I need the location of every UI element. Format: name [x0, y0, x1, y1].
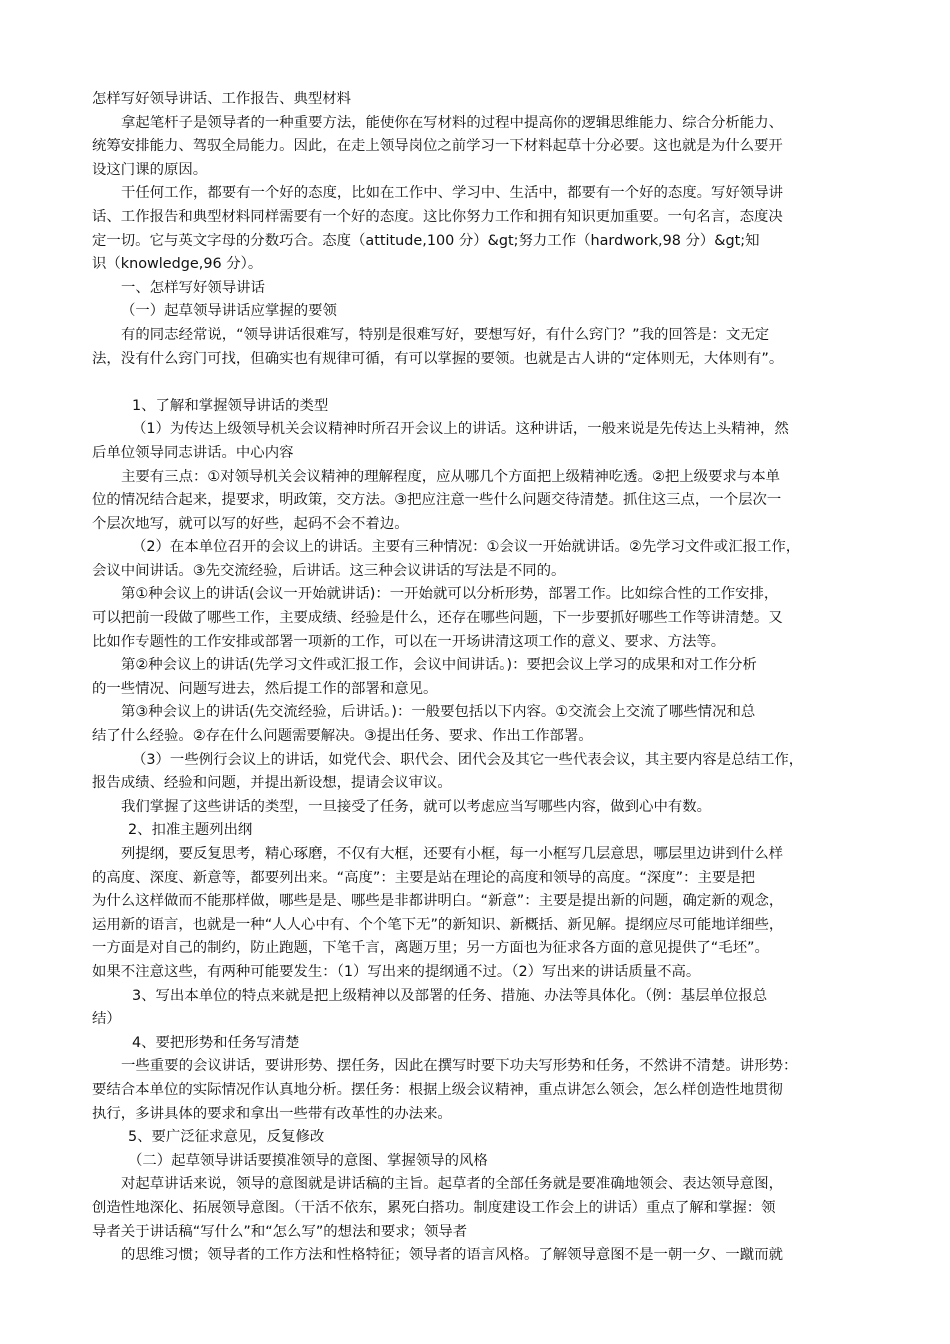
- paragraph-line: 一方面是对自己的制约，防止跑题，下笔千言，离题万里；另一方面也为征求各方面的意见提供了“毛坯”。: [92, 940, 769, 957]
- paragraph-line: （3）一些例行会议上的讲话，如党代会、职代会、团代会及其它一些代表会议，其主要内容是总结工作，: [132, 751, 804, 768]
- paragraph-line: 主要有三点：①对领导机关会议精神的理解程度，应从哪几个方面把上级精神吃透。②把上级要求与本单: [121, 468, 780, 485]
- paragraph-line: 话、工作报告和典型材料同样需要有一个好的态度。这比你努力工作和拥有知识更加重要。一句名言，态度决: [92, 208, 783, 225]
- paragraph-line: 创造性地深化、拓展领导意图。（干活不依东，累死白搭功。制度建设工作会上的讲话）重点了解和掌握：领: [92, 1199, 776, 1216]
- paragraph-line: 结了什么经验。②存在什么问题需要解决。③提出任务、要求、作出工作部署。: [92, 728, 593, 745]
- paragraph-line: 个层次地写，就可以写的好些，起码不会不着边。: [92, 515, 409, 532]
- paragraph-line: 第③种会议上的讲话(先交流经验，后讲话。)：一般要包括以下内容。①交流会上交流了哪些情况和总: [121, 704, 756, 721]
- paragraph-line: 执行，多讲具体的要求和拿出一些带有改革性的办法来。: [92, 1105, 452, 1122]
- paragraph-line: 的思维习惯；领导者的工作方法和性格特征；领导者的语言风格。了解领导意图不是一朝一夕、一蹴而就: [121, 1247, 783, 1264]
- item-heading: 3、写出本单位的特点来就是把上级精神以及部署的任务、措施、办法等具体化。（例：基层单位报总: [132, 987, 768, 1004]
- paragraph-line: 后单位领导同志讲话。中心内容: [92, 444, 294, 461]
- paragraph-line: 识（knowledge,96 分）。: [92, 256, 263, 273]
- paragraph-line: 第②种会议上的讲话(先学习文件或汇报工作，会议中间讲话。)：要把会议上学习的成果和对工作分析: [121, 657, 757, 674]
- paragraph-line: 一些重要的会议讲话，要讲形势、摆任务，因此在撰写时要下功夫写形势和任务，不然讲不清楚。讲形势：: [121, 1058, 798, 1075]
- blank-line: [92, 371, 862, 395]
- paragraph-line: 运用新的语言，也就是一种“人人心中有、个个笔下无”的新知识、新概括、新见解。提纲应尽可能地详细些，: [92, 916, 784, 933]
- paragraph-line: 结）: [92, 1011, 121, 1028]
- paragraph-line: 的一些情况、问题写进去，然后提工作的部署和意见。: [92, 680, 438, 697]
- paragraph-line: 为什么这样做而不能那样做，哪些是是、哪些是非都讲明白。“新意”：主要是提出新的问题，确定新的观念，: [92, 893, 784, 910]
- item-heading: 2、扣准主题列出纲: [128, 822, 253, 839]
- paragraph-line: 导者关于讲话稿“写什么”和“怎么写”的想法和要求；领导者: [92, 1223, 468, 1240]
- paragraph-line: 第①种会议上的讲话(会议一开始就讲话)：一开始就可以分析形势，部署工作。比如综合性的工作安排，: [121, 586, 779, 603]
- item-heading: 5、要广泛征求意见，反复修改: [128, 1129, 325, 1146]
- paragraph-line: 位的情况结合起来，提要求，明政策，交方法。③把应注意一些什么问题交待清楚。抓住这三点，一个层次一: [92, 492, 782, 509]
- paragraph-line: 干任何工作，都要有一个好的态度，比如在工作中、学习中、生活中，都要有一个好的态度。写好领导讲: [121, 185, 783, 202]
- paragraph-line: （1）为传达上级领导机关会议精神时所召开会议上的讲话。这种讲话，一般来说是先传达上头精神，然: [132, 421, 789, 438]
- paragraph-line: 可以把前一段做了哪些工作，主要成绩、经验是什么，还存在哪些问题，下一步要抓好哪些工作等讲清楚。又: [92, 610, 783, 627]
- item-heading: 4、要把形势和任务写清楚: [132, 1034, 300, 1051]
- paragraph-line: 会议中间讲话。③先交流经验，后讲话。这三种会议讲话的写法是不同的。: [92, 562, 566, 579]
- paragraph-line: （2）在本单位召开的会议上的讲话。主要有三种情况：①会议一开始就讲话。②先学习文件或汇报工作，: [132, 539, 801, 556]
- paragraph-line: 对起草讲话来说，领导的意图就是讲话稿的主旨。起草者的全部任务就是要准确地领会、表达领导意图，: [121, 1176, 783, 1193]
- paragraph-line: 我们掌握了这些讲话的类型，一旦接受了任务，就可以考虑应当写哪些内容，做到心中有数。: [121, 798, 712, 815]
- paragraph-line: 如果不注意这些，有两种可能要发生：（1）写出来的提纲通不过。（2）写出来的讲话质量不高。: [92, 963, 701, 980]
- paragraph-line: 法，没有什么窍门可找，但确实也有规律可循，有可以掌握的要领。也就是古人讲的“定体则无，大体则有”。: [92, 350, 784, 367]
- paragraph-line: 的高度、深度、新意等，都要列出来。“高度”：主要是站在理论的高度和领导的高度。“深度”：主要是把: [92, 869, 756, 886]
- item-heading: 1、了解和掌握领导讲话的类型: [132, 397, 329, 414]
- subsection-heading: （一）起草领导讲话应掌握的要领: [121, 303, 337, 320]
- paragraph-line: 定一切。它与英文字母的分数巧合。态度（attitude,100 分）&gt;努力工作（hardwork,98 分）&gt;知: [92, 232, 760, 249]
- paragraph-line: 报告成绩、经验和问题，并提出新设想，提请会议审议。: [92, 775, 452, 792]
- paragraph-line: 拿起笔杆子是领导者的一种重要方法，能使你在写材料的过程中提高你的逻辑思维能力、综合分析能力、: [121, 114, 783, 131]
- paragraph-line: 设这门课的原因。: [92, 161, 208, 178]
- paragraph-line: 列提纲，要反复思考，精心琢磨，不仅有大框，还要有小框，每一小框写几层意思，哪层里边讲到什么样: [121, 846, 783, 862]
- section-heading: 一、怎样写好领导讲话: [121, 279, 265, 296]
- document-title: 怎样写好领导讲话、工作报告、典型材料: [92, 91, 352, 107]
- paragraph-line: 统筹安排能力、驾驭全局能力。因此，在走上领导岗位之前学习一下材料起草十分必要。这也就是为什么要开: [92, 138, 783, 155]
- subsection-heading: （二）起草领导讲话要摸准领导的意图、掌握领导的风格: [128, 1152, 488, 1169]
- paragraph-line: 有的同志经常说，“领导讲话很难写，特别是很难写好，要想写好，有什么窍门？”我的回答是：文无定: [121, 326, 770, 343]
- document-page: [92, 88, 862, 1268]
- paragraph-line: 比如作专题性的工作安排或部署一项新的工作，可以在一开场讲清这项工作的意义、要求、方法等。: [92, 633, 726, 650]
- paragraph-line: 要结合本单位的实际情况作认真地分析。摆任务：根据上级会议精神，重点讲怎么领会，怎么样创造性地贯彻: [92, 1081, 783, 1098]
